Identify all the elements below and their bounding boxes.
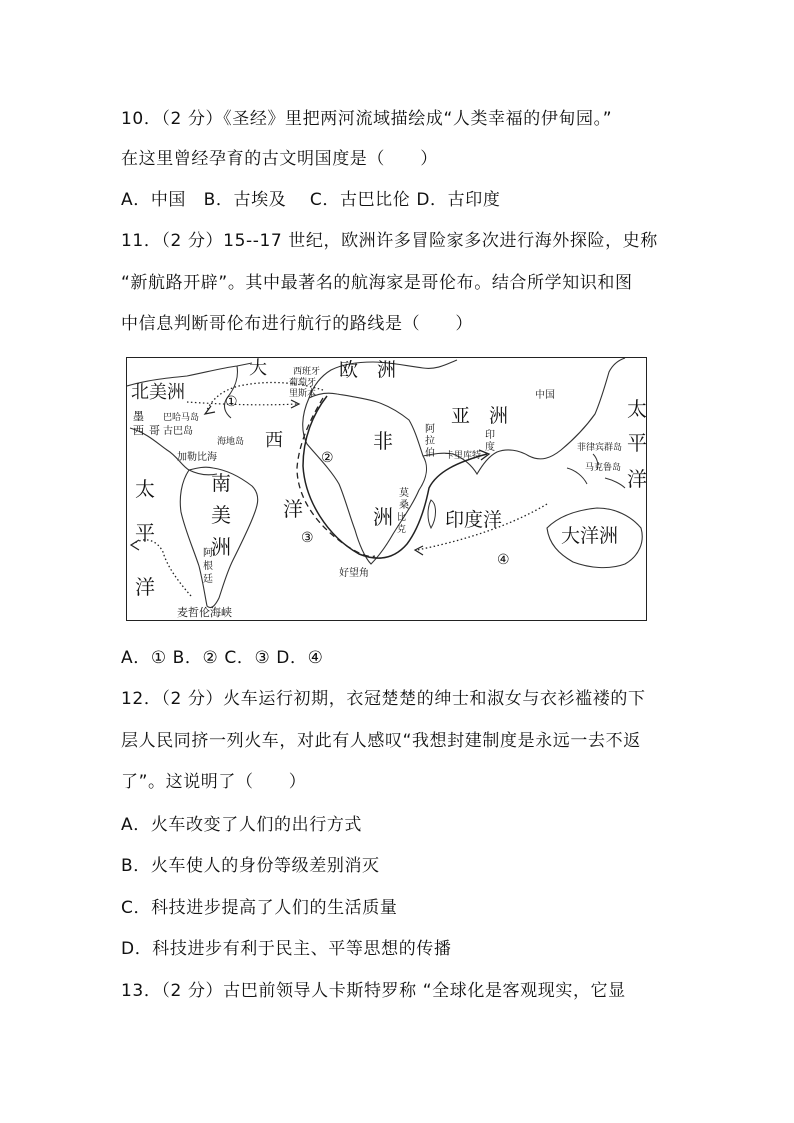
label-moluccas: 马克鲁岛 (585, 463, 622, 473)
q11-stem-line2: “新航路开辟”。其中最著名的航海家是哥伦布。结合所学知识和图 (121, 273, 633, 293)
q12-stem-line3: 了”。这说明了（ ） (121, 772, 307, 792)
q11-options: A．① B．② C．③ D．④ (121, 648, 324, 668)
q12-option-a: A．火车改变了人们的出行方式 (121, 815, 363, 835)
q12-stem-line1: 12．（2 分）火车运行初期，衣冠楚楚的绅士和淑女与衣衫褴褛的下 (121, 689, 646, 709)
label-calicut: 卡里库特 (445, 451, 482, 461)
label-south-america-1: 南 (211, 471, 231, 495)
label-indian-ocean: 印度洋 (445, 509, 503, 531)
label-bahamas: 巴哈马岛 (163, 413, 200, 423)
label-europe: 欧 洲 (339, 359, 397, 381)
label-mexico-2: 西 (133, 424, 144, 437)
q11-stem-line3: 中信息判断哥伦布进行航行的路线是（ ） (121, 314, 473, 334)
madagascar-outline (428, 500, 436, 528)
voyage-map-svg (127, 358, 647, 621)
label-yang-atlantic: 洋 (283, 497, 303, 521)
label-india-2: 度 (485, 442, 495, 453)
label-mexico-3: 哥 (149, 424, 160, 437)
label-mozambique-3: 比 (397, 513, 407, 523)
label-tai-left: 太 (135, 477, 155, 501)
label-argentina-2: 根 (203, 561, 213, 572)
label-mozambique-1: 莫 (399, 488, 409, 499)
label-oceania: 大洋洲 (561, 525, 619, 547)
label-xi: 西 (265, 430, 283, 451)
label-cuba: 古巴岛 (163, 426, 193, 437)
label-mozambique-2: 桑 (399, 500, 409, 511)
africa-outline (303, 393, 427, 564)
label-yang-left: 洋 (135, 575, 155, 599)
q12-option-b: B．火车使人的身份等级差别消灭 (121, 856, 380, 876)
voyage-map (126, 357, 647, 621)
label-tai-right: 太 (627, 397, 647, 421)
label-south-america-3: 洲 (211, 535, 231, 559)
label-portugal: 葡萄牙 (289, 378, 317, 388)
label-route-2: ② (321, 450, 334, 466)
label-argentina-1: 阿 (203, 548, 213, 559)
label-africa-zhou: 洲 (373, 505, 393, 529)
label-route-4: ④ (497, 552, 510, 568)
label-lisbon: 里斯本 (289, 389, 317, 399)
label-arabia-1: 阿 (425, 424, 435, 435)
q12-stem-line2: 层人民同挤一列火车，对此有人感叹“我想封建制度是永远一去不返 (121, 731, 641, 751)
label-argentina-3: 廷 (203, 574, 213, 585)
q10-stem-line2: 在这里曾经孕育的古文明国度是（ ） (121, 149, 438, 169)
label-ping-left: 平 (135, 521, 155, 545)
label-da: 大 (249, 358, 267, 379)
q10-options: A．中国 B．古埃及 C．古巴比伦 D．古印度 (121, 190, 501, 210)
label-asia: 亚 洲 (451, 405, 509, 427)
label-north-america: 北美洲 (131, 382, 185, 403)
label-ping-right: 平 (627, 431, 647, 455)
label-spain: 西班牙 (293, 367, 321, 377)
label-south-america-2: 美 (211, 503, 231, 527)
label-philippines: 菲律宾群岛 (577, 443, 623, 453)
label-africa-fei: 非 (373, 429, 393, 453)
q12-option-c: C．科技进步提高了人们的生活质量 (121, 898, 398, 918)
label-caribbean: 加勒比海 (177, 452, 217, 463)
route-1b-path (187, 402, 297, 405)
label-india-1: 印 (485, 430, 495, 441)
label-route-1: ① (225, 394, 238, 410)
route-4-arrow (415, 546, 423, 555)
label-yang-right: 洋 (627, 467, 647, 491)
label-haiti: 海地岛 (217, 437, 245, 447)
label-cape: 好望角 (339, 568, 369, 579)
label-magellan: 麦哲伦海峡 (177, 606, 232, 619)
route-1-arrow (205, 406, 215, 414)
label-mexico-1: 墨 (133, 410, 144, 423)
label-mozambique-4: 克 (397, 525, 407, 535)
q10-stem-line1: 10．（2 分）《圣经》里把两河流域描绘成“人类幸福的伊甸园。” (121, 109, 613, 129)
q13-stem-line1: 13．（2 分）古巴前领导人卡斯特罗称 “全球化是客观现实，它显 (121, 981, 626, 1001)
q11-stem-line1: 11．（2 分）15--17 世纪，欧洲许多冒险家多次进行海外探险，史称 (121, 231, 658, 251)
q12-option-d: D．科技进步有利于民主、平等思想的传播 (121, 939, 452, 959)
label-arabia-3: 伯 (425, 448, 435, 459)
label-china: 中国 (535, 390, 555, 401)
label-arabia-2: 拉 (425, 436, 435, 447)
label-route-3: ③ (301, 530, 314, 546)
